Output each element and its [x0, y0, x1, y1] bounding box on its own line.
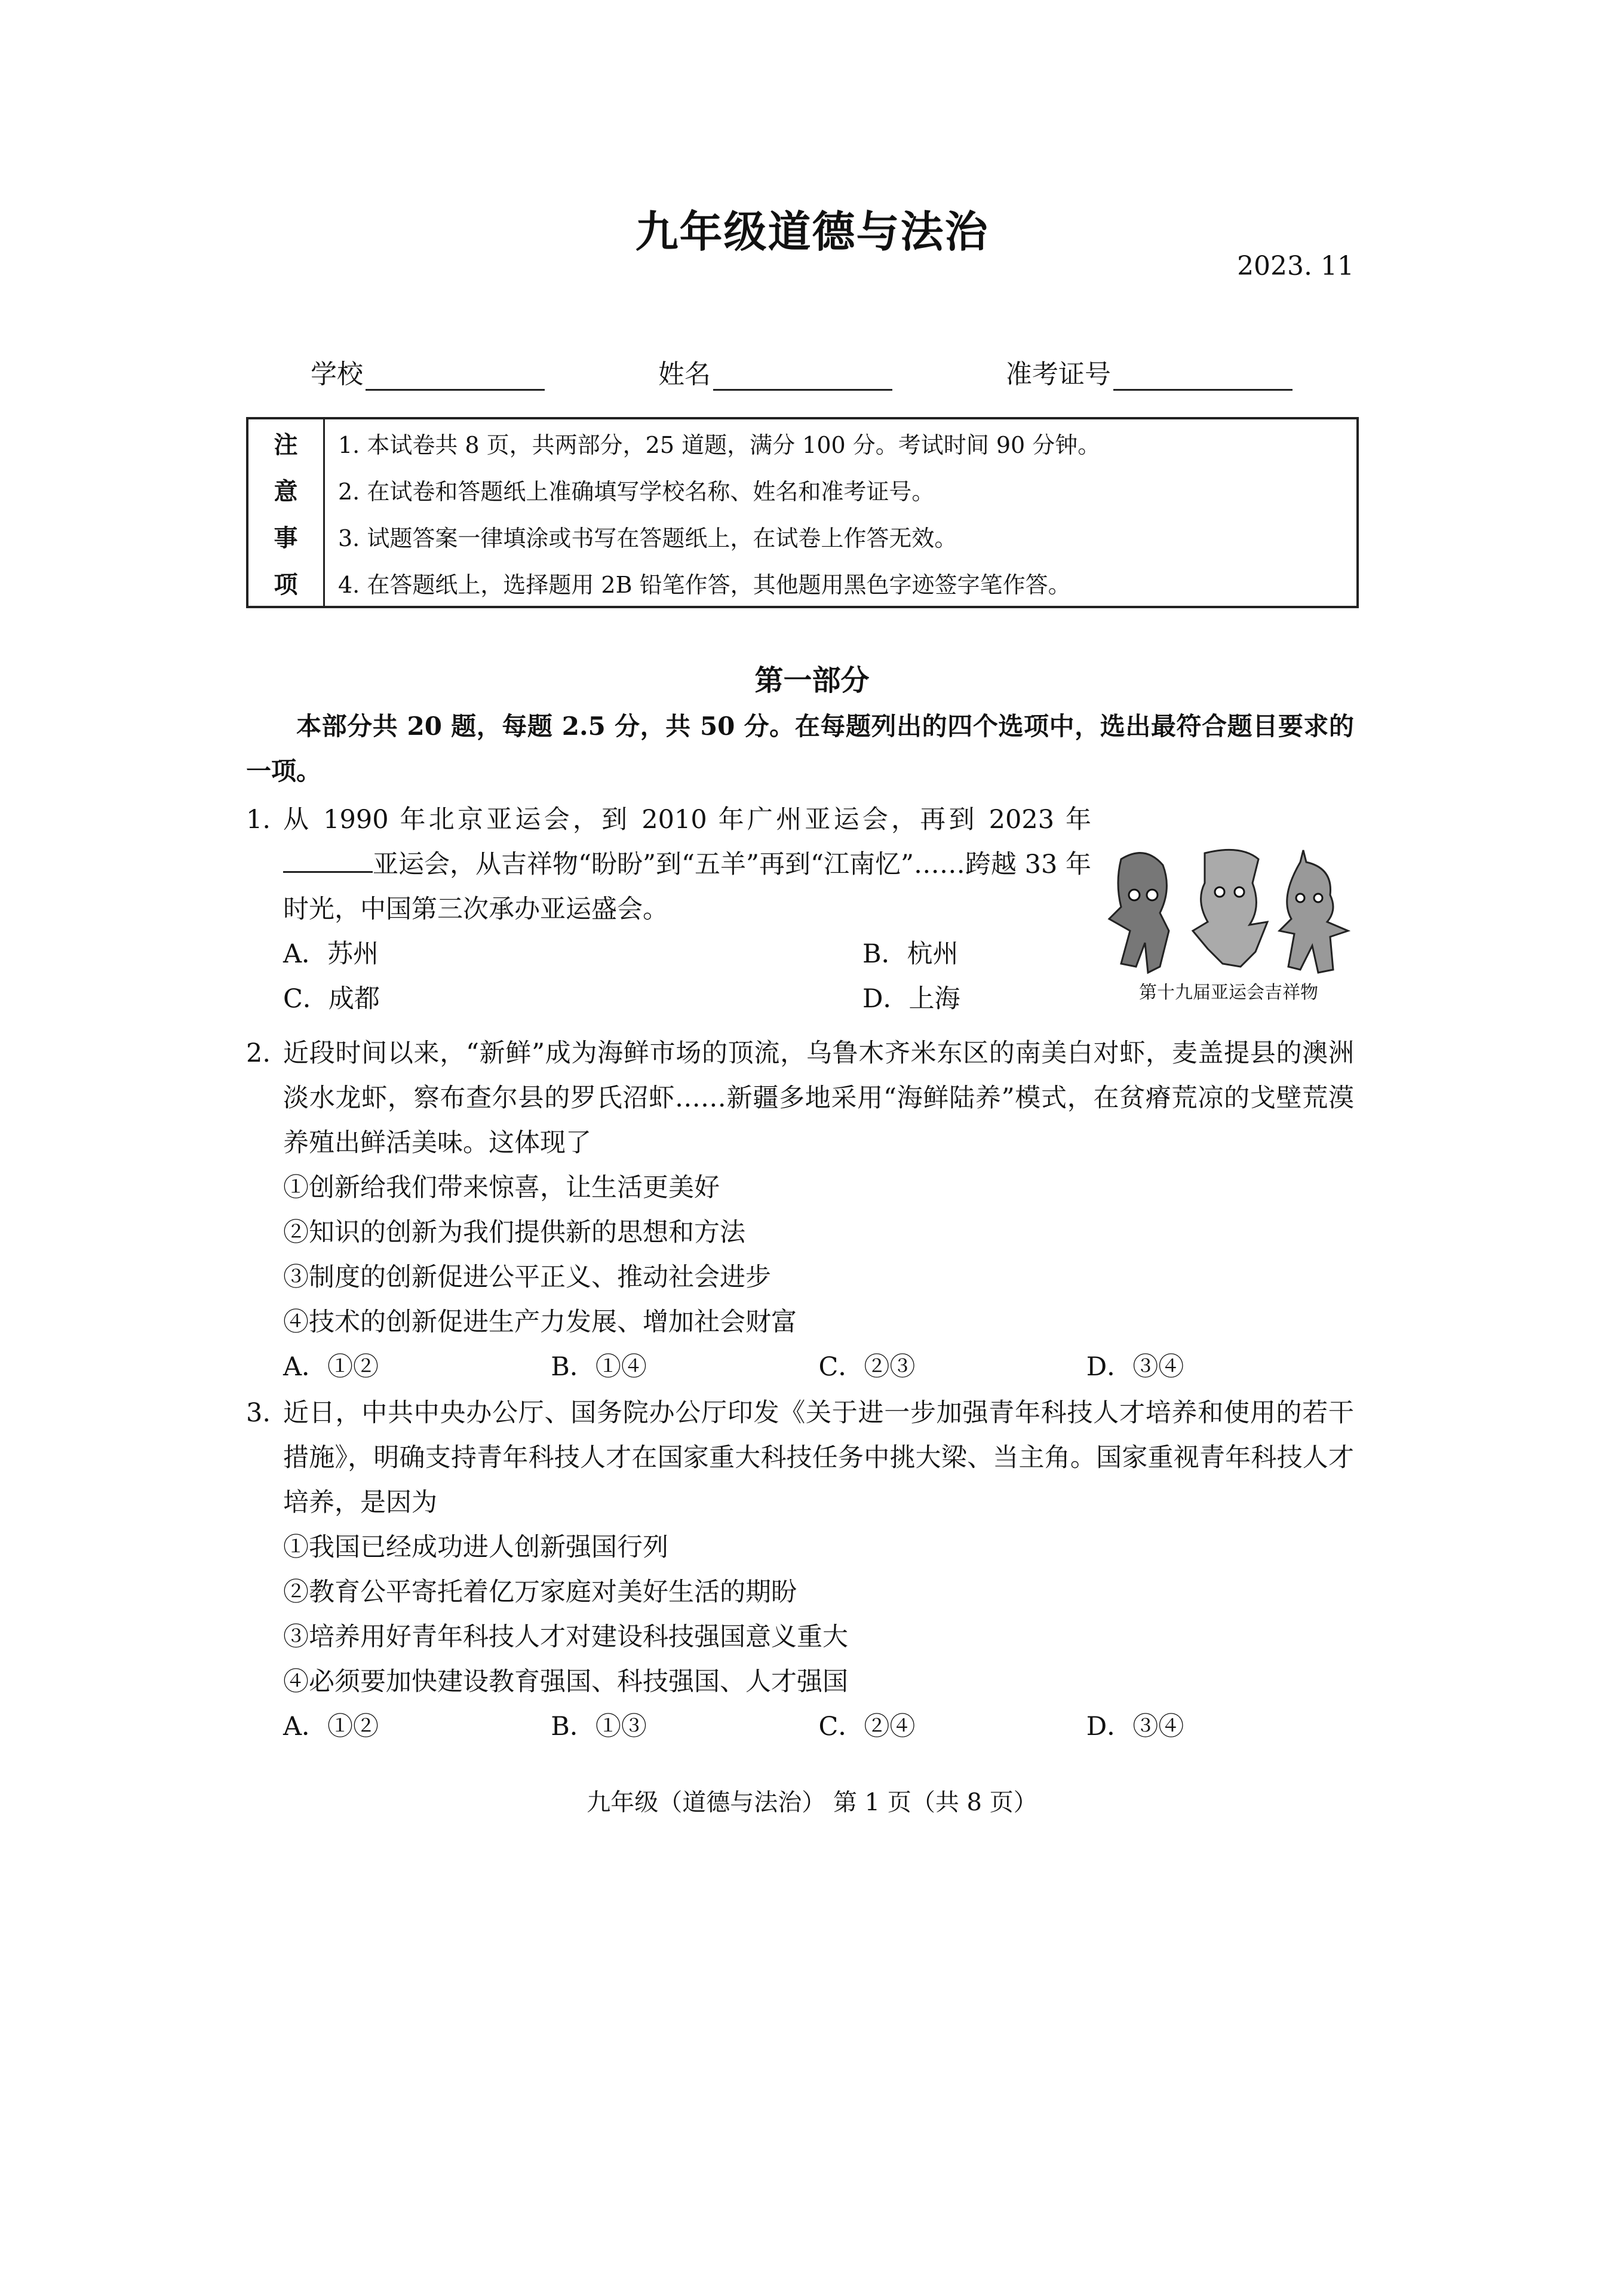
notice-side-char: 项 — [274, 570, 298, 599]
statement-item: ①创新给我们带来惊喜，让生活更美好 — [283, 1173, 720, 1203]
option-b[interactable]: B．①③ — [551, 1712, 647, 1742]
page-footer: 九年级（道德与法治） 第 1 页（共 8 页） — [587, 1789, 1037, 1816]
option-b[interactable]: B．杭州 — [862, 939, 959, 969]
notice-side-char: 事 — [274, 523, 298, 552]
statement-item: ③培养用好青年科技人才对建设科技强国意义重大 — [283, 1622, 848, 1652]
notice-item: 2. 在试卷和答题纸上准确填写学校名称、姓名和准考证号。 — [338, 478, 935, 505]
name-blank[interactable] — [713, 363, 892, 391]
notice-item: 3. 试题答案一律填涂或书写在答题纸上，在试卷上作答无效。 — [338, 525, 957, 551]
name-field[interactable] — [658, 352, 892, 391]
option-b[interactable]: B．①④ — [551, 1352, 647, 1382]
exam-id-blank[interactable] — [1113, 363, 1293, 391]
notice-item: 1. 本试卷共 8 页，共两部分，25 道题，满分 100 分。考试时间 90 分钟。 — [338, 431, 1101, 458]
statement-item: ③制度的创新促进公平正义、推动社会进步 — [283, 1262, 771, 1292]
option-c[interactable]: C．②④ — [818, 1712, 916, 1742]
option-d[interactable]: D．③④ — [1086, 1712, 1184, 1742]
option-c[interactable]: C．②③ — [818, 1352, 916, 1382]
school-blank[interactable] — [366, 363, 545, 391]
notice-side-char: 意 — [274, 477, 298, 505]
student-info-fields — [311, 352, 1406, 391]
option-d[interactable]: D．③④ — [1086, 1352, 1184, 1382]
question-stem: 近段时间以来，“新鲜”成为海鲜市场的顶流，乌鲁木齐米东区的南美白对虾，麦盖提县的澳洲淡水龙虾，察布查尔县的罗氏沼虾……新疆多地采用“海鲜陆养”模式，在贫瘠荒凉的戈壁荒漠养殖出鲜活美味。这体现了 — [283, 1038, 1354, 1158]
question-number: 1. — [246, 805, 271, 835]
question-stem-continued: 亚运会，从吉祥物“盼盼”到“五羊”再到“江南忆”……跨越 33 年时光，中国第三次承办亚运盛会。 — [283, 850, 1091, 924]
statement-item: ②知识的创新为我们提供新的思想和方法 — [283, 1218, 745, 1247]
mascot-caption: 第十九届亚运会吉祥物 — [1139, 982, 1318, 1003]
option-d[interactable]: D．上海 — [862, 984, 960, 1014]
school-field[interactable] — [311, 352, 545, 391]
option-a[interactable]: A．①② — [283, 1352, 379, 1382]
notice-side-label — [248, 419, 325, 606]
answer-blank — [283, 847, 373, 873]
question-number: 3. — [246, 1398, 271, 1428]
notice-item: 4. 在答题纸上，选择题用 2B 铅笔作答，其他题用黑色字迹签字笔作答。 — [338, 571, 1071, 598]
school-label: 学校 — [311, 359, 363, 390]
page-title: 九年级道德与法治 — [635, 206, 989, 257]
option-a[interactable]: A．苏州 — [283, 939, 379, 969]
name-label: 姓名 — [658, 359, 711, 390]
question-number: 2. — [246, 1038, 271, 1068]
question-2 — [246, 1031, 1354, 1390]
question-stem: 从 1990 年北京亚运会，到 2010 年广州亚运会，再到 2023 年 — [283, 805, 1091, 835]
notice-box — [246, 417, 1359, 608]
exam-date: 2023. 11 — [1237, 251, 1354, 281]
exam-id-field[interactable] — [1006, 352, 1293, 391]
option-c[interactable]: C．成都 — [283, 984, 380, 1014]
statement-item: ②教育公平寄托着亿万家庭对美好生活的期盼 — [283, 1577, 797, 1607]
statement-item: ①我国已经成功进人创新强国行列 — [283, 1532, 668, 1562]
part-title: 第一部分 — [754, 664, 870, 697]
option-a[interactable]: A．①② — [283, 1712, 379, 1742]
question-3 — [246, 1391, 1354, 1749]
exam-id-label: 准考证号 — [1006, 359, 1111, 390]
question-stem: 近日，中共中央办公厅、国务院办公厅印发《关于进一步加强青年科技人才培养和使用的若干措施》，明确支持青年科技人才在国家重大科技任务中挑大梁、当主角。国家重视青年科技人才培养，是因为 — [283, 1398, 1354, 1518]
question-1 — [246, 798, 1354, 1022]
statement-item: ④技术的创新促进生产力发展、增加社会财富 — [283, 1307, 797, 1337]
part-intro: 本部分共 20 题，每题 2.5 分，共 50 分。在每题列出的四个选项中，选出最符合题目要求的一项。 — [246, 712, 1354, 786]
notice-side-char: 注 — [274, 430, 298, 459]
statement-item: ④必须要加快建设教育强国、科技强国、人才强国 — [283, 1667, 848, 1697]
